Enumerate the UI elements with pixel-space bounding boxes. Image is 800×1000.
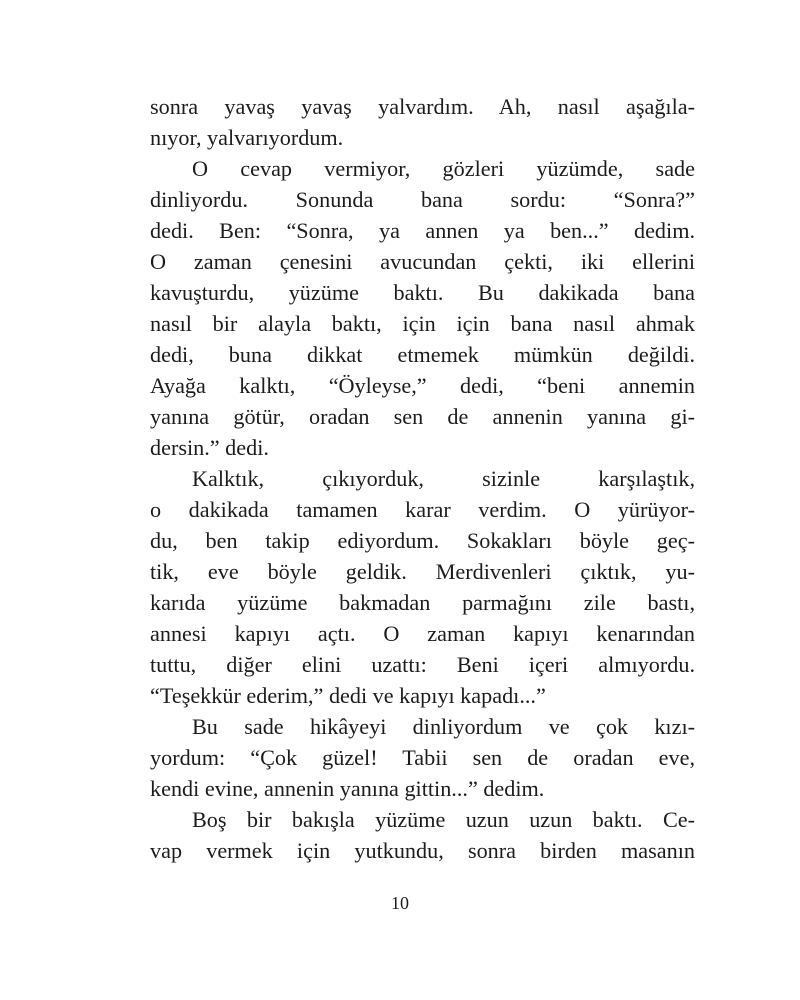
text-line: yordum: “Çok güzel! Tabii sen de oradan eve,	[150, 745, 695, 770]
text-line: Bu sade hikâyeyi dinliyordum ve çok kızı-	[192, 714, 695, 739]
text-line: “Teşekkür ederim,” dedi ve kapıyı kapadı...”	[150, 683, 546, 708]
text-line: sonra yavaş yavaş yalvardım. Ah, nasıl aşağıla-	[150, 94, 695, 119]
text-line: dedi, buna dikkat etmemek mümkün değildi.	[150, 342, 695, 367]
text-line: O zaman çenesini avucundan çekti, iki ellerini	[150, 249, 695, 274]
text-line: kendi evine, annenin yanına gittin...” dedim.	[150, 776, 545, 801]
text-line: o dakikada tamamen karar verdim. O yürüyor-	[150, 497, 695, 522]
text-line: annesi kapıyı açtı. O zaman kapıyı kenarından	[150, 621, 695, 646]
text-line: dinliyordu. Sonunda bana sordu: “Sonra?”	[150, 187, 695, 212]
text-line: karıda yüzüme bakmadan parmağını zile bastı,	[150, 590, 695, 615]
text-line: O cevap vermiyor, gözleri yüzümde, sade	[192, 156, 695, 181]
text-line: dedi. Ben: “Sonra, ya annen ya ben...” dedim.	[150, 218, 695, 243]
text-line: Boş bir bakışla yüzüme uzun uzun baktı. Ce-	[192, 807, 695, 832]
text-line: kavuşturdu, yüzüme baktı. Bu dakikada bana	[150, 280, 695, 305]
text-line: Kalktık, çıkıyorduk, sizinle karşılaştık,	[192, 466, 695, 491]
text-line: Ayağa kalktı, “Öyleyse,” dedi, “beni annemin	[150, 373, 695, 398]
text-line: nasıl bir alayla baktı, için için bana nasıl ahmak	[150, 311, 695, 336]
text-line: nıyor, yalvarıyordum.	[150, 125, 344, 150]
text-line: yanına götür, oradan sen de annenin yanına gi-	[150, 404, 695, 429]
text-line: tuttu, diğer elini uzattı: Beni içeri almıyordu.	[150, 652, 695, 677]
text-line: tik, eve böyle geldik. Merdivenleri çıktık, yu-	[150, 559, 695, 584]
text-line: du, ben takip ediyordum. Sokakları böyle geç-	[150, 528, 695, 553]
page-number: 10	[391, 893, 409, 913]
text-line: vap vermek için yutkundu, sonra birden masanın	[150, 838, 695, 863]
text-line: dersin.” dedi.	[150, 435, 269, 460]
book-page-text	[150, 91, 695, 866]
